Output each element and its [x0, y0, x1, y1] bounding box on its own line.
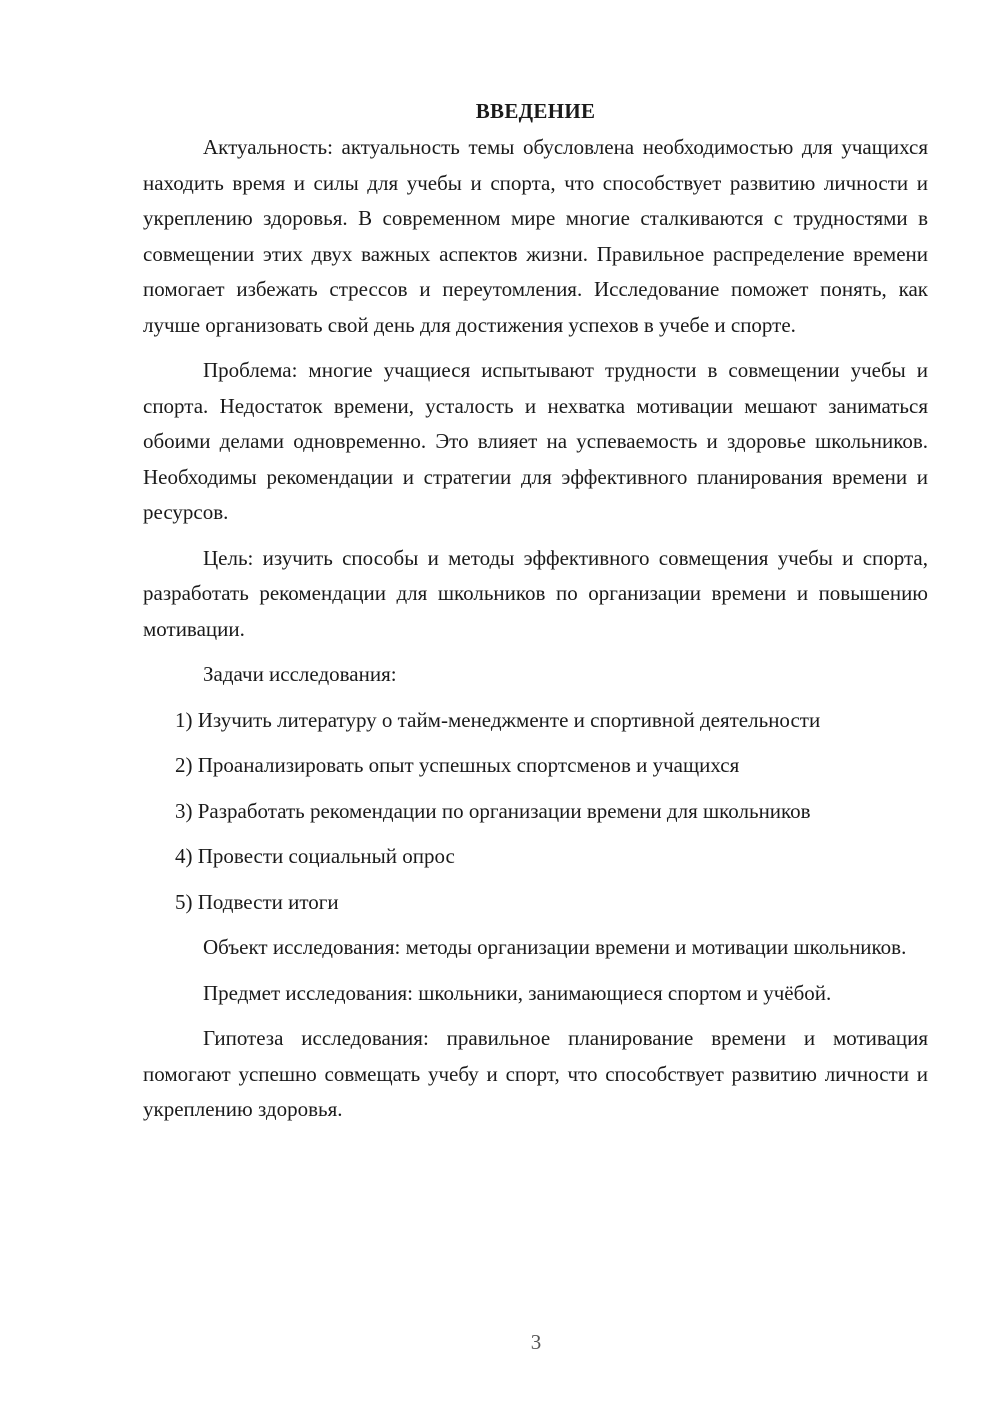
- section-title: ВВЕДЕНИЕ: [475, 99, 596, 123]
- hypothesis-paragraph: Гипотеза исследования: правильное планирование времени и мотивация помогают успешно совмещать учебу и спорт, что способствует развитию личности и укреплению здоровья.: [143, 1026, 928, 1121]
- task-item-1: 1) Изучить литературу о тайм-менеджменте и спортивной деятельности: [175, 707, 821, 732]
- page-number: 3: [530, 1330, 542, 1354]
- task-item-3: 3) Разработать рекомендации по организации времени для школьников: [175, 798, 811, 823]
- subject-paragraph: Предмет исследования: школьники, занимающиеся спортом и учёбой.: [203, 980, 832, 1005]
- task-item-4: 4) Провести социальный опрос: [175, 844, 455, 868]
- problem-paragraph: Проблема: многие учащиеся испытывают трудности в совмещении учебы и спорта. Недостаток времени, усталость и нехватка мотивации мешают заниматься обоими делами одновременно. Это влияет на успеваемость и здоровье школьников. Необходимы рекомендации и стратегии для эффективного планирования времени и ресурсов.: [143, 358, 928, 524]
- goal-paragraph: Цель: изучить способы и методы эффективного совмещения учебы и спорта, разработать рекомендации для школьников по организации времени и повышению мотивации.: [143, 545, 928, 641]
- tasks-heading: Задачи исследования:: [203, 662, 397, 686]
- task-item-5: 5) Подвести итоги: [175, 889, 339, 914]
- document-page: [143, 96, 928, 1138]
- task-item-2: 2) Проанализировать опыт успешных спортсменов и учащихся: [175, 753, 740, 777]
- relevance-paragraph: Актуальность: актуальность темы обусловлена необходимостью для учащихся находить время и силы для учебы и спорта, что способствует развитию личности и укреплению здоровья. В современном мире многие сталкиваются с трудностями в совмещении этих двух важных аспектов жизни. Правильное распределение времени помогает избежать стрессов и переутомления. Исследование поможет понять, как лучше организовать свой день для достижения успехов в учебе и спорте.: [143, 135, 928, 337]
- object-paragraph: Объект исследования: методы организации времени и мотивации школьников.: [203, 935, 907, 959]
